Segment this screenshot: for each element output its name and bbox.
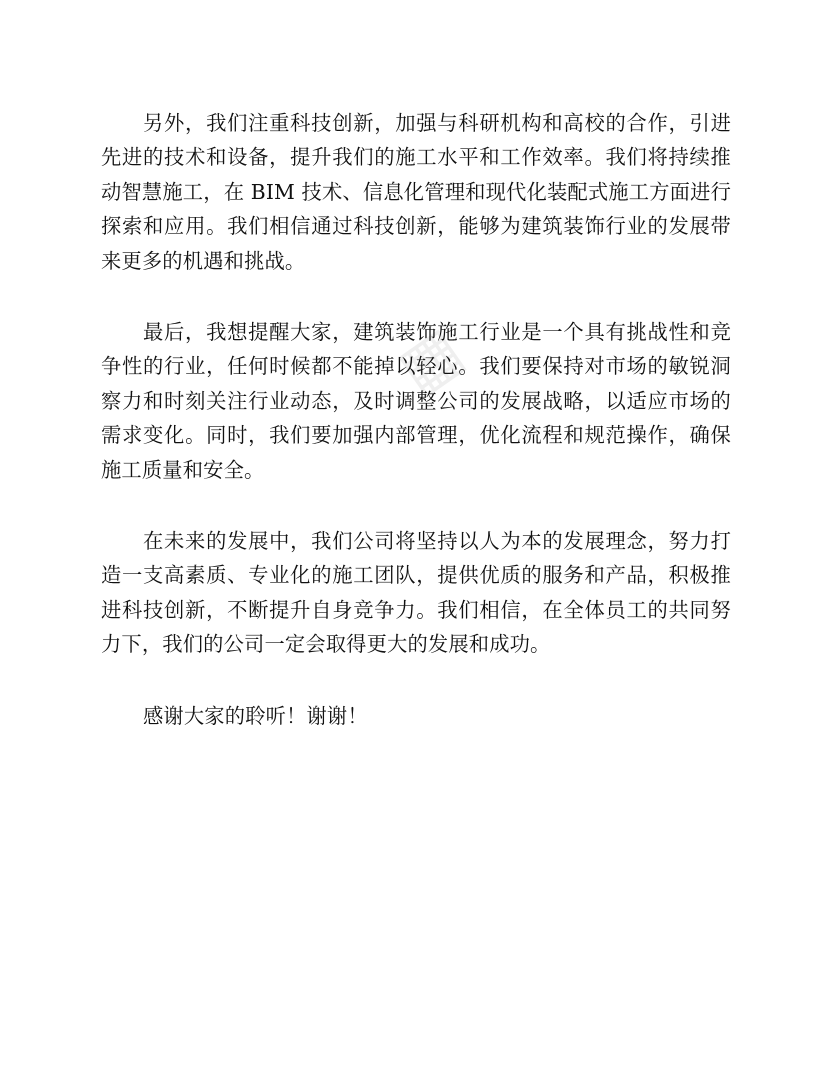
document-body	[101, 106, 731, 733]
paragraph-future-development: 在未来的发展中，我们公司将坚持以人为本的发展理念，努力打造一支高素质、专业化的施工团队，提供优质的服务和产品，积极推进科技创新，不断提升自身竞争力。我们相信，在全体员工的共同努力下，我们的公司一定会取得更大的发展和成功。	[101, 529, 731, 657]
watermark-logo: ▦	[384, 312, 476, 408]
paragraph-thanks: 感谢大家的聆听！谢谢！	[143, 703, 368, 728]
paragraph-technology-innovation: 另外，我们注重科技创新，加强与科研机构和高校的合作，引进先进的技术和设备，提升我们的施工水平和工作效率。我们将持续推动智慧施工，在 BIM 技术、信息化管理和现代化装配式施工方面进行探索和应用。我们相信通过科技创新，能够为建筑装饰行业的发展带来更多的机遇和挑战。	[101, 111, 731, 273]
paragraph-industry-reminder: 最后，我想提醒大家，建筑装饰施工行业是一个具有挑战性和竞争性的行业，任何时候都不能掉以轻心。我们要保持对市场的敏锐洞察力和时刻关注行业动态，及时调整公司的发展战略，以适应市场的需求变化。同时，我们要加强内部管理，优化流程和规范操作，确保施工质量和安全。	[101, 320, 731, 482]
